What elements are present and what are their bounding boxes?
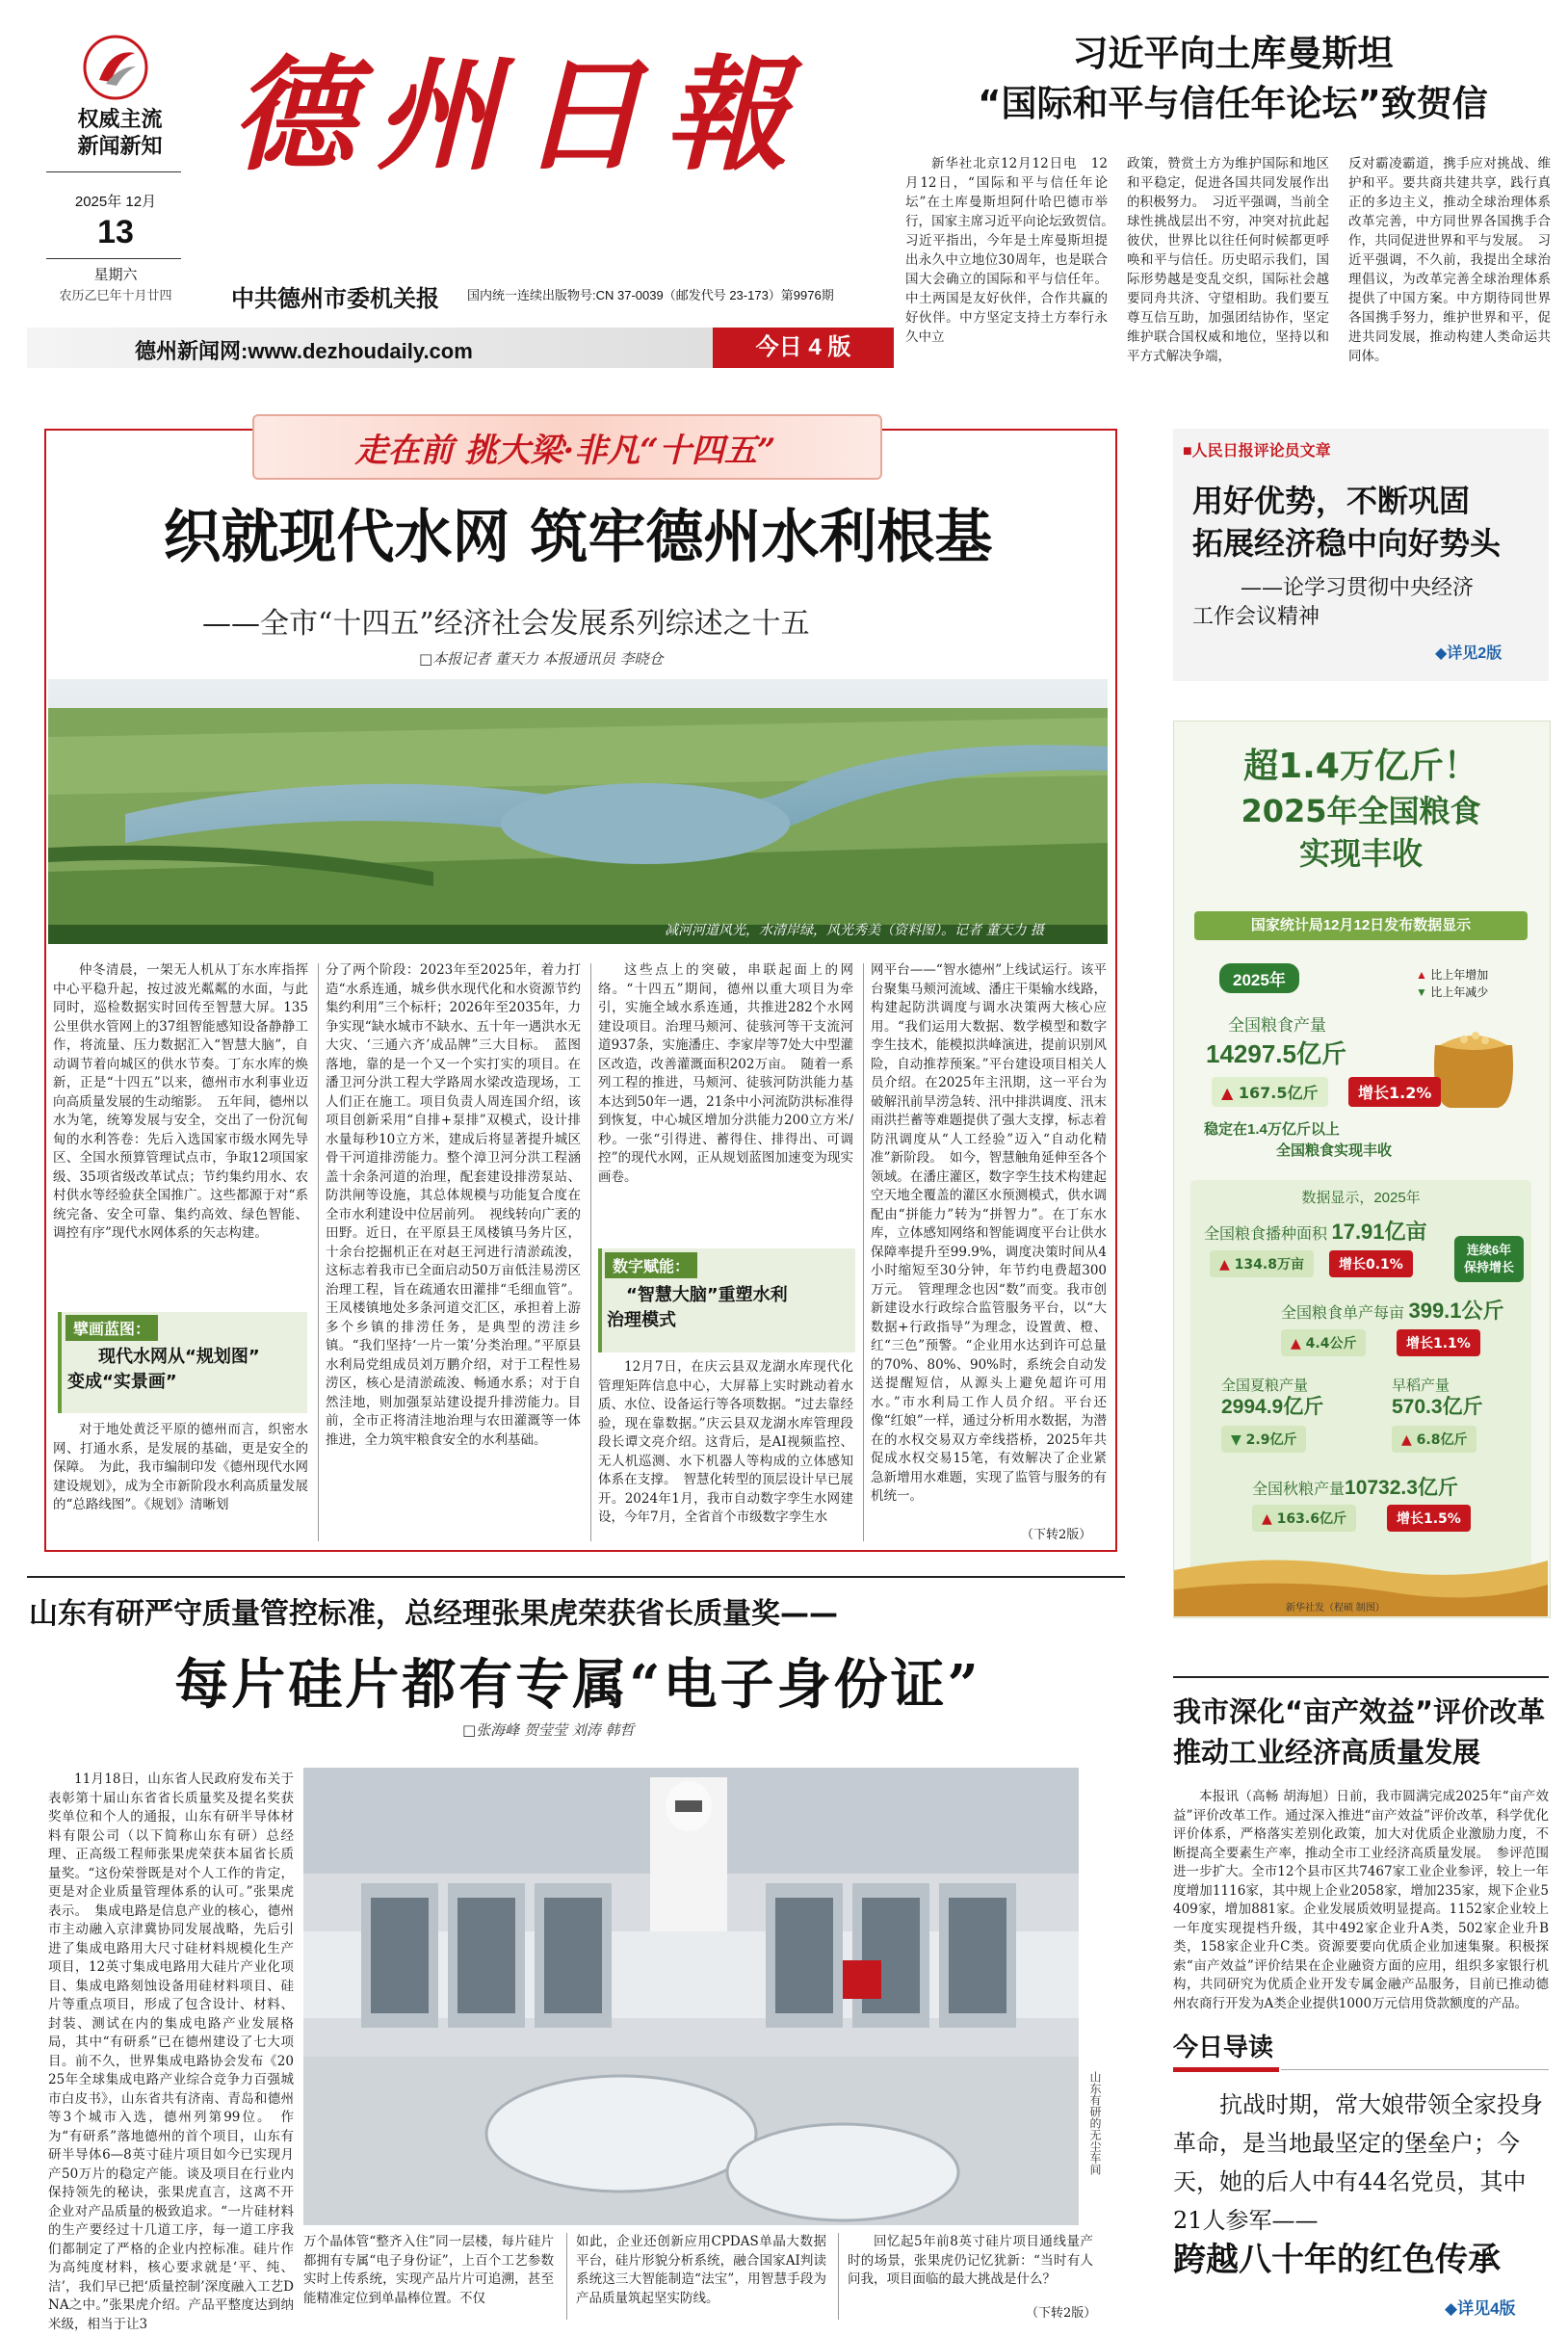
- grain-source-banner: 国家统计局12月12日发布数据显示: [1194, 911, 1528, 940]
- sub-box-blueprint-title-line-1: 现代水网从“规划图”: [98, 1347, 260, 1367]
- issn-info: 国内统一连续出版物号:CN 37-0039（邮发代号 23-173）第9976期: [467, 288, 834, 302]
- top-story-col-3: 反对霸凌霸道，携手应对挑战、维护和平。要共商共建共享，践行真正的多边主义，推动全球治理体系改革完善，中方同世界各国携手合作，共同促进世界和平与发展。 习近平强调，不久前，我提出全球治理倡议，为改革完善全球治理体系提供了中国方案。中方期待同世界各国携手努力，维护世界和平，促进共同发展，推动构建人类命运共同体。: [1348, 156, 1551, 364]
- chip-col-2: 万个晶体管“整齐入住”同一层楼，每片硅片都拥有专属“电子身份证”，上百个工艺参数实时上传系统，实现产品片片可追溯，甚至能精准定位到单晶棒位置。不仅: [303, 2234, 554, 2306]
- legend-up-arrow-icon: ▲: [1416, 968, 1427, 982]
- grain-year-badge: 2025年: [1219, 963, 1299, 993]
- grain-total-pct: 增长1.2%: [1348, 1077, 1441, 1107]
- up-arrow-icon: ▲: [1221, 1084, 1234, 1102]
- top-story-col-2: 政策，赞赏土方为维护国际和地区和平稳定，促进各国共同发展作出的积极努力。 习近平强调，当前全球性挑战层出不穷，冲突对抗此起彼伏，世界比以往任何时候都更呼唤和平与信任。历史昭示我们，国际形势越是变乱交织，国际社会越要同舟共济、守望相助。我们要互尊互信互助，加强团结协作，坚定维护联合国权威和地位，坚持以和平方式解决争端，: [1127, 156, 1329, 364]
- grain-yield: [1281, 1295, 1504, 1325]
- grain-total-delta: [1212, 1077, 1328, 1107]
- chip-headline: 每片硅片都有专属“电子身份证”: [174, 1653, 981, 1717]
- mu-story-title: [1173, 1692, 1549, 1772]
- grain-autumn: [1252, 1472, 1458, 1501]
- website-link[interactable]: 德州新闻网:www.dezhoudaily.com: [135, 339, 473, 363]
- mu-story-body: 本报讯（高畅 胡海旭）日前，我市圆满完成2025年“亩产效益”评价改革工作。通过深入推进“亩产效益”评价改革，科学优化评价体系，严格落实差别化政策，加大对优质企业激励力度，不断提高全要素生产率，推动全市工业经济高质量发展。 参评范围进一步扩大。全市12个县市区共7467家工业企业参评，较上一年度增加1116家，其中规上企业2058家，增加235家，规下企业5409家，增加881家。企业发展质效明显提高。1152家企业较上一年度实现提档升级，其中492家企业升A类，502家企业升B类，158家企业升C类。资源要要向优质企业加速集聚。积极探索“亩产效益”评价结果在企业融资方面的应用，组织多家银行机构，共同研究为优质企业开发专属金融产品服务，目前已推动德州农商行开发为A类企业提供1000万元信用贷款额度的产品。: [1173, 1789, 1549, 2011]
- grain-stable-note-line-1: 稳定在1.4万亿斤以上: [1204, 1121, 1340, 1138]
- sub-box-digital-label: 数字赋能：: [605, 1252, 697, 1278]
- grain-summer-delta-value: 2.9亿斤: [1245, 1432, 1297, 1448]
- today-guide-see-more[interactable]: ◆详见4版: [1445, 2299, 1516, 2318]
- feature-col-4: 网平台——“智水德州”上线试运行。该平台聚集马颊河流域、潘庄干渠输水线路，构建起防洪调度与调水决策两大核心应用。“我们运用大数据、数学模型和数字孪生技术，能模拟洪峰演进，提前识别风险，自动推荐预案。”平台建设项目相关人员介绍。在2025年主汛期，这一平台为破解汛前旱涝急转、汛中排洪调度、汛末雨洪拦蓄等难题提供了强大支撑，标志着防汛调度从“人工经验”迈入“自动化精准”新阶段。 如今，智慧触角延伸至各个领域。在潘庄灌区，数字孪生技术构建起空天地全覆盖的灌区水预测模式，供水调配由“拼能力”转为“拼智力”。在丁东水库，立体感知网络和智能调度平台让供水保障率提升至99.9%，调度决策时间从4小时缩短至30分钟，年节约电费超300万元。 管理理念也因“数”而变。我市创新建设水行政综合监管服务平台，以“大数据+行政指导”为理念，设置黄、橙、红“三色”预警。“企业用水达到许可总量的70%、80%、90%时，系统会自动发送提醒短信，从源头上避免超许可用水。”市水利局工作人员介绍。平台还像“红娘”一样，通过分析用水数据，为潜在的水权交易双方牵线搭桥，2025年共促成水权交易15笔，有效解决了企业紧急新增用水难题，实现了监管与服务的有机统一。: [871, 962, 1107, 1504]
- legend-up-label: 比上年增加: [1430, 968, 1489, 982]
- slogan: [60, 106, 180, 160]
- grain-autumn-label: 全国秋粮产量: [1252, 1482, 1346, 1498]
- top-story-headline-line-2: “国际和平与信任年论坛”致贺信: [978, 83, 1488, 124]
- edition-count: 今日 4 版: [713, 328, 894, 368]
- grain-summer: [1221, 1376, 1323, 1418]
- grain-yield-label: 全国粮食单产每亩: [1281, 1305, 1405, 1322]
- feature-continued: （下转2版）: [1021, 1528, 1092, 1542]
- grain-area-badge-line-1: 连续6年: [1466, 1243, 1512, 1257]
- slogan-line-1: 权威主流: [77, 107, 163, 131]
- mu-story-title-line-2: 推动工业经济高质量发展: [1173, 1736, 1481, 1769]
- grain-autumn-value: 10732.3亿斤: [1345, 1477, 1458, 1499]
- grain-summer-delta: [1221, 1426, 1306, 1453]
- grain-total-value: 14297.5亿斤: [1206, 1039, 1346, 1068]
- grain-area-pct: 增长0.1%: [1329, 1250, 1413, 1277]
- commentary-subtitle-line-1: ——论学习贯彻中央经济: [1241, 576, 1475, 600]
- grain-autumn-pct: 增长1.5%: [1387, 1505, 1471, 1532]
- grain-early-delta: [1392, 1426, 1477, 1453]
- chip-kicker: 山东有研严守质量管控标准，总经理张果虎荣获省长质量奖——: [29, 1597, 838, 1631]
- sub-box-digital-title: [607, 1283, 788, 1333]
- grain-title-line-3: 实现丰收: [1298, 835, 1423, 872]
- commentary-see-more[interactable]: ◆详见2版: [1435, 645, 1503, 662]
- commentary-title-line-1: 用好优势，不断巩固: [1192, 483, 1471, 519]
- top-story-col-1: 新华社北京12月12日电 12月12日，“国际和平与信任年论坛”在土库曼斯坦阿什哈巴德市举行，国家主席习近平向论坛致贺信。 习近平指出，今年是土库曼斯坦提出永久中立地位30周年，也是联合国大会确立的国际和平与信任年。中土两国是友好伙伴，合作共赢的好伙伴。中方坚定支持土方奉行永久中立: [905, 156, 1121, 345]
- newspaper-logo: 德州日報: [231, 43, 810, 188]
- feature-byline: □本报记者 董天力 本报通讯员 李晓仓: [419, 650, 664, 668]
- commentary-label: ■人民日报评论员文章: [1183, 443, 1331, 459]
- sub-box-blueprint-title-line-2: 变成“实景画”: [67, 1372, 177, 1392]
- slogan-line-2: 新闻新知: [77, 134, 163, 158]
- grain-area-label: [1204, 1216, 1427, 1246]
- chip-photo-caption: 山东有研的无尘车间: [1088, 2071, 1102, 2175]
- grain-title-line-1: 超1.4万亿斤！: [1243, 747, 1478, 786]
- feature-col-2: 分了两个阶段：2023年至2025年，着力打造“水系连通，城乡供水现代化和水资源节约集约利用”三个标杆；2026年至2035年，力争实现“缺水城市不缺水、五十年一遇洪水无大灾、‘三通六齐’成品牌”三大目标。 蓝图落地，靠的是一个又一个实打实的项目。在潘卫河分洪工程大学路周水梁改造现场，工人们正在施工。项目负责人周连国介绍，该项目创新采用“自排+泵排”双模式，设计排水量每秒10立方米，建成后将显著提升城区骨干河道排涝能力。整个漳卫河分洪工程涵盖十余条河道的治理，配套建设排涝泵站、防洪闸等设施，其总体规模与功能复合度在全市水利建设中位居前列。 视线转向广袤的田野。近日，在平原县王凤楼镇马务片区，十余台挖掘机正在对赵王河进行清淤疏浚，这标志着我市已全面启动50万亩低洼易涝区治理工程，旨在疏通农田灌排“毛细血管”。王凤楼镇地处多条河道交汇区，承担着上游多个乡镇的排涝任务，是典型的涝洼乡镇。“我们坚持‘一片一策’分类治理。”平原县水利局党组成员刘万鹏介绍，对于工程性易涝区，核心是清淤疏浚、畅通水系；对于自然洼地，则加强泵站建设提升排涝能力。目前，全市正将清洼地治理与农田灌溉等一体推进，全力筑牢粮食安全的水利基础。: [326, 962, 581, 1448]
- commentary-title-line-2: 拓展经济稳中向好势头: [1192, 525, 1502, 562]
- weekday: 星期六: [93, 267, 138, 283]
- sub-box-blueprint-label: 擘画蓝图：: [65, 1315, 158, 1341]
- grain-area-badge: [1454, 1236, 1524, 1282]
- grain-area-label-text: 全国粮食播种面积: [1204, 1226, 1328, 1243]
- today-guide-teaser: 抗战时期，常大娘带领全家投身革命，是当地最坚定的堡垒户；今天，她的后人中有44名党员，其中21人参军——: [1173, 2091, 1543, 2234]
- sub-box-digital-title-line-2: 治理模式: [607, 1310, 676, 1330]
- feature-col-3-bottom: 12月7日，在庆云县双龙湖水库现代化管理矩阵信息中心，大屏幕上实时跳动着水质、水位、设备运行等各项数据。“过去靠经验，现在靠数据。”庆云县双龙湖水库管理段段长谭文亮介绍。这背后，是AI视频监控、无人机巡测、水下机器人等构成的立体感知体系在支撑。 智慧化转型的顶层设计早已展开。2024年1月，我市自动数字孪生水网建设，今年7月，全省首个市级数字孪生水: [598, 1359, 853, 1525]
- reservoir-aerial-photo: [48, 679, 1108, 944]
- today-guide-headline[interactable]: 跨越八十年的红色传承: [1173, 2241, 1501, 2279]
- down-arrow-icon: ▼: [1231, 1432, 1241, 1448]
- legend-down-label: 比上年减少: [1430, 985, 1489, 999]
- grain-area-header: 数据显示，2025年: [1301, 1190, 1421, 1206]
- sub-box-digital-title-line-1: “智慧大脑”重塑水利: [626, 1285, 788, 1305]
- today-guide-underline: [1173, 2067, 1279, 2072]
- chip-col-1: 11月18日，山东省人民政府发布关于表彰第十届山东省省长质量奖及提名奖获奖单位和个人的通报，山东有研半导体材料有限公司（以下简称山东有研）总经理、正高级工程师张果虎荣获本届省长质量奖。“这份荣誉既是对个人工作的肯定，更是对企业质量管理体系的认可。”张果虎表示。 集成电路是信息产业的核心，德州市主动融入京津冀协同发展战略，先后引进了集成电路用大尺寸硅材料规模化生产项目，12英寸集成电路用大硅片产业化项目、集成电路刻蚀设备用硅材料项目、硅片等重点项目，形成了包含设计、材料、封装、测试在内的集成电路产业发展格局，其中“有研系”已在德州建设了七大项目。前不久，世界集成电路协会发布《2025年全球集成电路产业综合竞争力百强城市白皮书》，山东省共有济南、青岛和德州等3个城市入选，德州列第99位。 作为“有研系”落地德州的首个项目，山东有研半导体6—8英寸硅片项目如今已实现月产50万片的稳定产能。谈及项目在行业内保持领先的秘诀，张果虎直言，这离不开企业对产品质量的极致追求。“一片硅材料的生产要经过十几道工序，每一道工序我们都制定了严格的企业内控标准。硅片作为高纯度材料，核心要求就是‘平、纯、洁’，我们早已把‘质量控制’深度融入工艺DNA之中。”张果虎介绍。产品平整度达到纳米级，相当于让3: [48, 1772, 294, 2332]
- feature-col-1-bottom: 对于地处黄泛平原的德州而言，织密水网、打通水系，是发展的基础，更是安全的保障。 为此，我市编制印发《德州现代水网建设规划》，成为全市新阶段水利高质量发展的“总路线图”。《规划》清晰划: [53, 1422, 308, 1512]
- top-story-headline-line-1: 习近平向土库曼斯坦: [1072, 33, 1394, 74]
- grain-early-label: 早稻产量: [1392, 1378, 1450, 1394]
- grain-total-label: 全国粮食产量: [1228, 1016, 1326, 1035]
- grain-credit: 新华社发（程硕 制图）: [1286, 1603, 1385, 1614]
- grain-early-value: 570.3亿斤: [1392, 1396, 1483, 1418]
- grain-stable-note-line-2: 全国粮食实现丰收: [1276, 1142, 1393, 1159]
- chip-col-3: 如此，企业还创新应用CPDAS单晶大数据平台，硅片形貌分析系统，融合国家AI判读系统这三大智能制造“法宝”，用智慧手段为产品质量筑起坚实防线。: [576, 2234, 826, 2306]
- grain-title: [1173, 744, 1549, 875]
- mu-story-title-line-1: 我市深化“亩产效益”评价改革: [1173, 1695, 1546, 1728]
- grain-area-badge-line-2: 保持增长: [1463, 1260, 1514, 1274]
- grain-title-line-2: 2025年全国粮食: [1241, 793, 1481, 829]
- commentary-subtitle: [1192, 574, 1474, 632]
- feature-col-1-top: 仲冬清晨，一架无人机从丁东水库指挥中心平稳升起，按过波光粼粼的水面，与此同时，巡检数据实时回传至智慧大屏。135公里供水管网上的37组智能感知设备静静工作，将流量、压力数据汇入“智慧大脑”，自动调节着向城区的供水节奏。丁东水库的焕新，正是“十四五”以来，德州市水利事业迈向高质量发展的生动缩影。 五年间，德州以水为笔，统筹发展与安全，交出了一份沉甸甸的水利答卷：先后入选国家市级水网先导区、全国水预算管理试点市，争取12项国家级、35项省级改革试点；节约集约用水、农村供水等经验获全国推广。这些都源于对“系统完备、安全可靠、集约高效、绿色智能、调控有序”现代水网体系的矢志构建。: [53, 962, 308, 1241]
- feature-photo-caption: 减河河道风光，水清岸绿，风光秀美（资料图）。记者 董天力 摄: [665, 923, 1044, 938]
- grain-summer-label: 全国夏粮产量: [1221, 1378, 1309, 1394]
- grain-early: [1392, 1376, 1483, 1418]
- grain-summer-value: 2994.9亿斤: [1221, 1396, 1324, 1418]
- up-arrow-icon: ▲: [1219, 1257, 1230, 1273]
- publisher-label: 中共德州市委机关报: [231, 285, 439, 312]
- up-arrow-icon: ▲: [1291, 1336, 1301, 1352]
- grain-yield-value: 399.1公斤: [1408, 1299, 1504, 1323]
- grain-legend: [1416, 966, 1488, 1001]
- grain-autumn-delta: [1252, 1505, 1356, 1532]
- feature-subheadline: ——全市“十四五”经济社会发展系列综述之十五: [202, 607, 810, 641]
- up-arrow-icon: ▲: [1401, 1432, 1412, 1448]
- grain-yield-delta: [1281, 1329, 1366, 1356]
- issue-date-day: 13: [97, 214, 134, 250]
- newspaper-emblem-icon: [82, 34, 149, 101]
- legend-down-arrow-icon: ▼: [1416, 985, 1427, 999]
- up-arrow-icon: ▲: [1262, 1511, 1272, 1527]
- feature-col-3-top: 这些点上的突破，串联起面上的网络。“十四五”期间，德州以重大项目为牵引，实施全域水系连通，共推进282个水网建设项目。治理马颊河、徒骇河等干支流河道937条，实施潘庄、李家岸等7处大中型灌区改造，改善灌溉面积202万亩。 随着一系列工程的推进，马颊河、徒骇河防洪能力基本达到50年一遇，21条中小河流防洪标准得到恢复，中心城区增加分洪能力200立方米/秒。一张“引得进、蓄得住、排得出、可调控”的现代水网，正从规划蓝图加速变为现实画卷。: [598, 962, 853, 1185]
- top-story-headline: [920, 29, 1546, 129]
- grain-area-delta: [1210, 1250, 1314, 1277]
- commentary-title: [1192, 480, 1501, 564]
- cleanroom-photo: [303, 1768, 1079, 2225]
- issue-date-month: 2025年 12月: [74, 194, 157, 210]
- sub-box-blueprint-title: [67, 1345, 260, 1395]
- commentary-subtitle-line-2: 工作会议精神: [1192, 605, 1320, 629]
- chip-byline: □张海峰 贺莹莹 刘涛 韩哲: [462, 1721, 635, 1739]
- grain-stable-note: [1204, 1119, 1531, 1162]
- grain-autumn-delta-value: 163.6亿斤: [1276, 1511, 1346, 1527]
- feature-banner-text: 走在前 挑大梁·非凡“十四五”: [354, 432, 776, 470]
- grain-area-delta-value: 134.8万亩: [1234, 1257, 1304, 1273]
- lunar-date: 农历乙巳年十月廿四: [59, 288, 172, 302]
- grain-total-delta-value: 167.5亿斤: [1238, 1084, 1319, 1102]
- today-guide-label: 今日导读: [1173, 2033, 1274, 2061]
- grain-early-delta-value: 6.8亿斤: [1416, 1432, 1468, 1448]
- chip-col-4: 回忆起5年前8英寸硅片项目通线量产时的场景，张果虎仍记忆犹新：“当时有人问我，项目面临的最大挑战是什么？: [848, 2234, 1093, 2287]
- grain-area-value: 17.91亿亩: [1331, 1220, 1427, 1244]
- chip-continued: （下转2版）: [1026, 2306, 1097, 2321]
- grain-yield-delta-value: 4.4公斤: [1305, 1336, 1357, 1352]
- grain-yield-pct: 增长1.1%: [1397, 1329, 1480, 1356]
- feature-headline: 织就现代水网 筑牢德州水利根基: [163, 504, 993, 571]
